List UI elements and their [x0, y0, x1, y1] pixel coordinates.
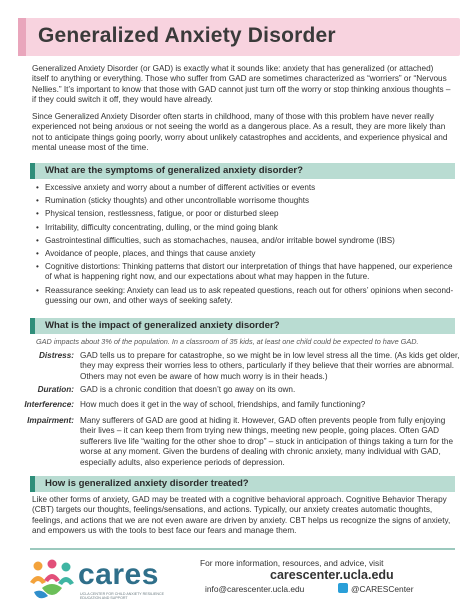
logo-tagline: UCLA CENTER FOR CHILD ANXIETY RESILIENCE EDUCATION AND SUPPORT	[80, 592, 165, 601]
list-item: • Excessive anxiety and worry about a number of different activities or events	[36, 183, 456, 193]
impact-heading-bar	[30, 318, 455, 334]
impairment-definition: Many sufferers of GAD are good at hiding it. However, GAD often prevents people from fully enjoying their lives – it can keep them from trying new things, meeting new people, going places. Often GAD sufferers live life “waiting for the other shoe to drop” – stuck in anticipation of things taking a turn for the worse at any moment. Given the burdens of dealing with chronic anxiety, many individual with GAD, especially adults, also experience periods of depression.	[80, 416, 454, 467]
treatment-heading: How is generalized anxiety disorder treated?	[45, 478, 249, 489]
impact-heading: What is the impact of generalized anxiety disorder?	[45, 320, 280, 331]
impact-intro: GAD impacts about 3% of the population. In a classroom of 35 kids, at least one child could be expected to have GAD.	[36, 337, 419, 346]
interference-definition: How much does it get in the way of school, friendships, and family functioning?	[80, 400, 366, 409]
list-item: • Irritability, difficulty concentrating, dulling, or the mind going blank	[36, 223, 456, 233]
symptoms-list	[36, 183, 456, 309]
twitter-link[interactable]	[338, 583, 414, 594]
list-item: • Avoidance of people, places, and things that cause anxiety	[36, 249, 456, 259]
logo-wordmark: cares	[78, 558, 159, 591]
cares-logo	[28, 558, 178, 606]
interference-term: Interference:	[24, 400, 74, 409]
list-item: • Rumination (sticky thoughts) and other uncontrollable worrisome thoughts	[36, 196, 456, 206]
footer-divider	[30, 548, 455, 550]
more-info-text: For more information, resources, and advice, visit	[200, 558, 384, 568]
duration-definition: GAD is a chronic condition that doesn’t go away on its own.	[80, 385, 296, 394]
twitter-handle: @CARESCenter	[351, 584, 414, 594]
list-item: • Cognitive distortions: Thinking patterns that distort our interpretation of things that have happened, our experience of what is happening right now, and our expectations about what may happen in the future.	[36, 262, 456, 282]
treatment-heading-bar	[30, 476, 455, 492]
list-item: • Gastrointestinal difficulties, such as stomachaches, nausea, and/or irritable bowel syndrome (IBS)	[36, 236, 456, 246]
impairment-term: Impairment:	[27, 416, 74, 425]
list-item: • Physical tension, restlessness, fatigue, or poor or disturbed sleep	[36, 209, 456, 219]
symptoms-heading-bar	[30, 163, 455, 179]
page-title: Generalized Anxiety Disorder	[38, 24, 336, 47]
title-banner	[18, 18, 460, 56]
email-link[interactable]: info@carescenter.ucla.edu	[205, 584, 305, 594]
list-item: • Reassurance seeking: Anxiety can lead us to ask repeated questions, reach out for others’ opinions when second-guessing our own, and other ways of seeking safety.	[36, 286, 456, 306]
symptoms-heading: What are the symptoms of generalized anxiety disorder?	[45, 165, 304, 176]
duration-term: Duration:	[37, 385, 74, 394]
website-link[interactable]: carescenter.ucla.edu	[270, 568, 394, 582]
twitter-icon	[338, 583, 348, 593]
cares-people-icon	[28, 558, 76, 604]
intro-paragraph-1: Generalized Anxiety Disorder (or GAD) is exactly what it sounds like: anxiety that has generalized (or attached) itself to anything or everything. Those who suffer from GAD are sometimes characterized as “worriers” or “Nervous Nellies.” It’s important to know that those with GAD cannot just turn off the worry or stop thinking anxious thoughts – if they could switch it off, they would have already.	[32, 64, 451, 105]
distress-term: Distress:	[38, 351, 74, 360]
intro-paragraph-2: Since Generalized Anxiety Disorder often starts in childhood, many of those with this problem have never really experienced not being anxious or not seeing the world as a dangerous place. As a result, they are more likely than not to anticipate things going poorly, worry about unlikely catastrophes and accidents, and experience physical and mental unease most of the time.	[32, 112, 448, 153]
distress-definition: GAD tells us to prepare for catastrophe, so we might be in low level stress all the time. (As kids get older, they may express their worries less to others, particularly if they believe that their worries are abnormal. Others may not even be aware of how much worry is in their heads.)	[80, 351, 460, 381]
treatment-paragraph: Like other forms of anxiety, GAD may be treated with a cognitive behavioral approach. Cognitive Behavior Therapy (CBT) targets our thoughts, feelings/sensations, and actions. Typically, our anxiety creates automatic thoughts, feelings, and actions that we are not even aware are driven by anxiety. CBT helps us recognize the signs of anxiety, and empowers us with the tools to best face our fears and manage them.	[32, 495, 451, 536]
